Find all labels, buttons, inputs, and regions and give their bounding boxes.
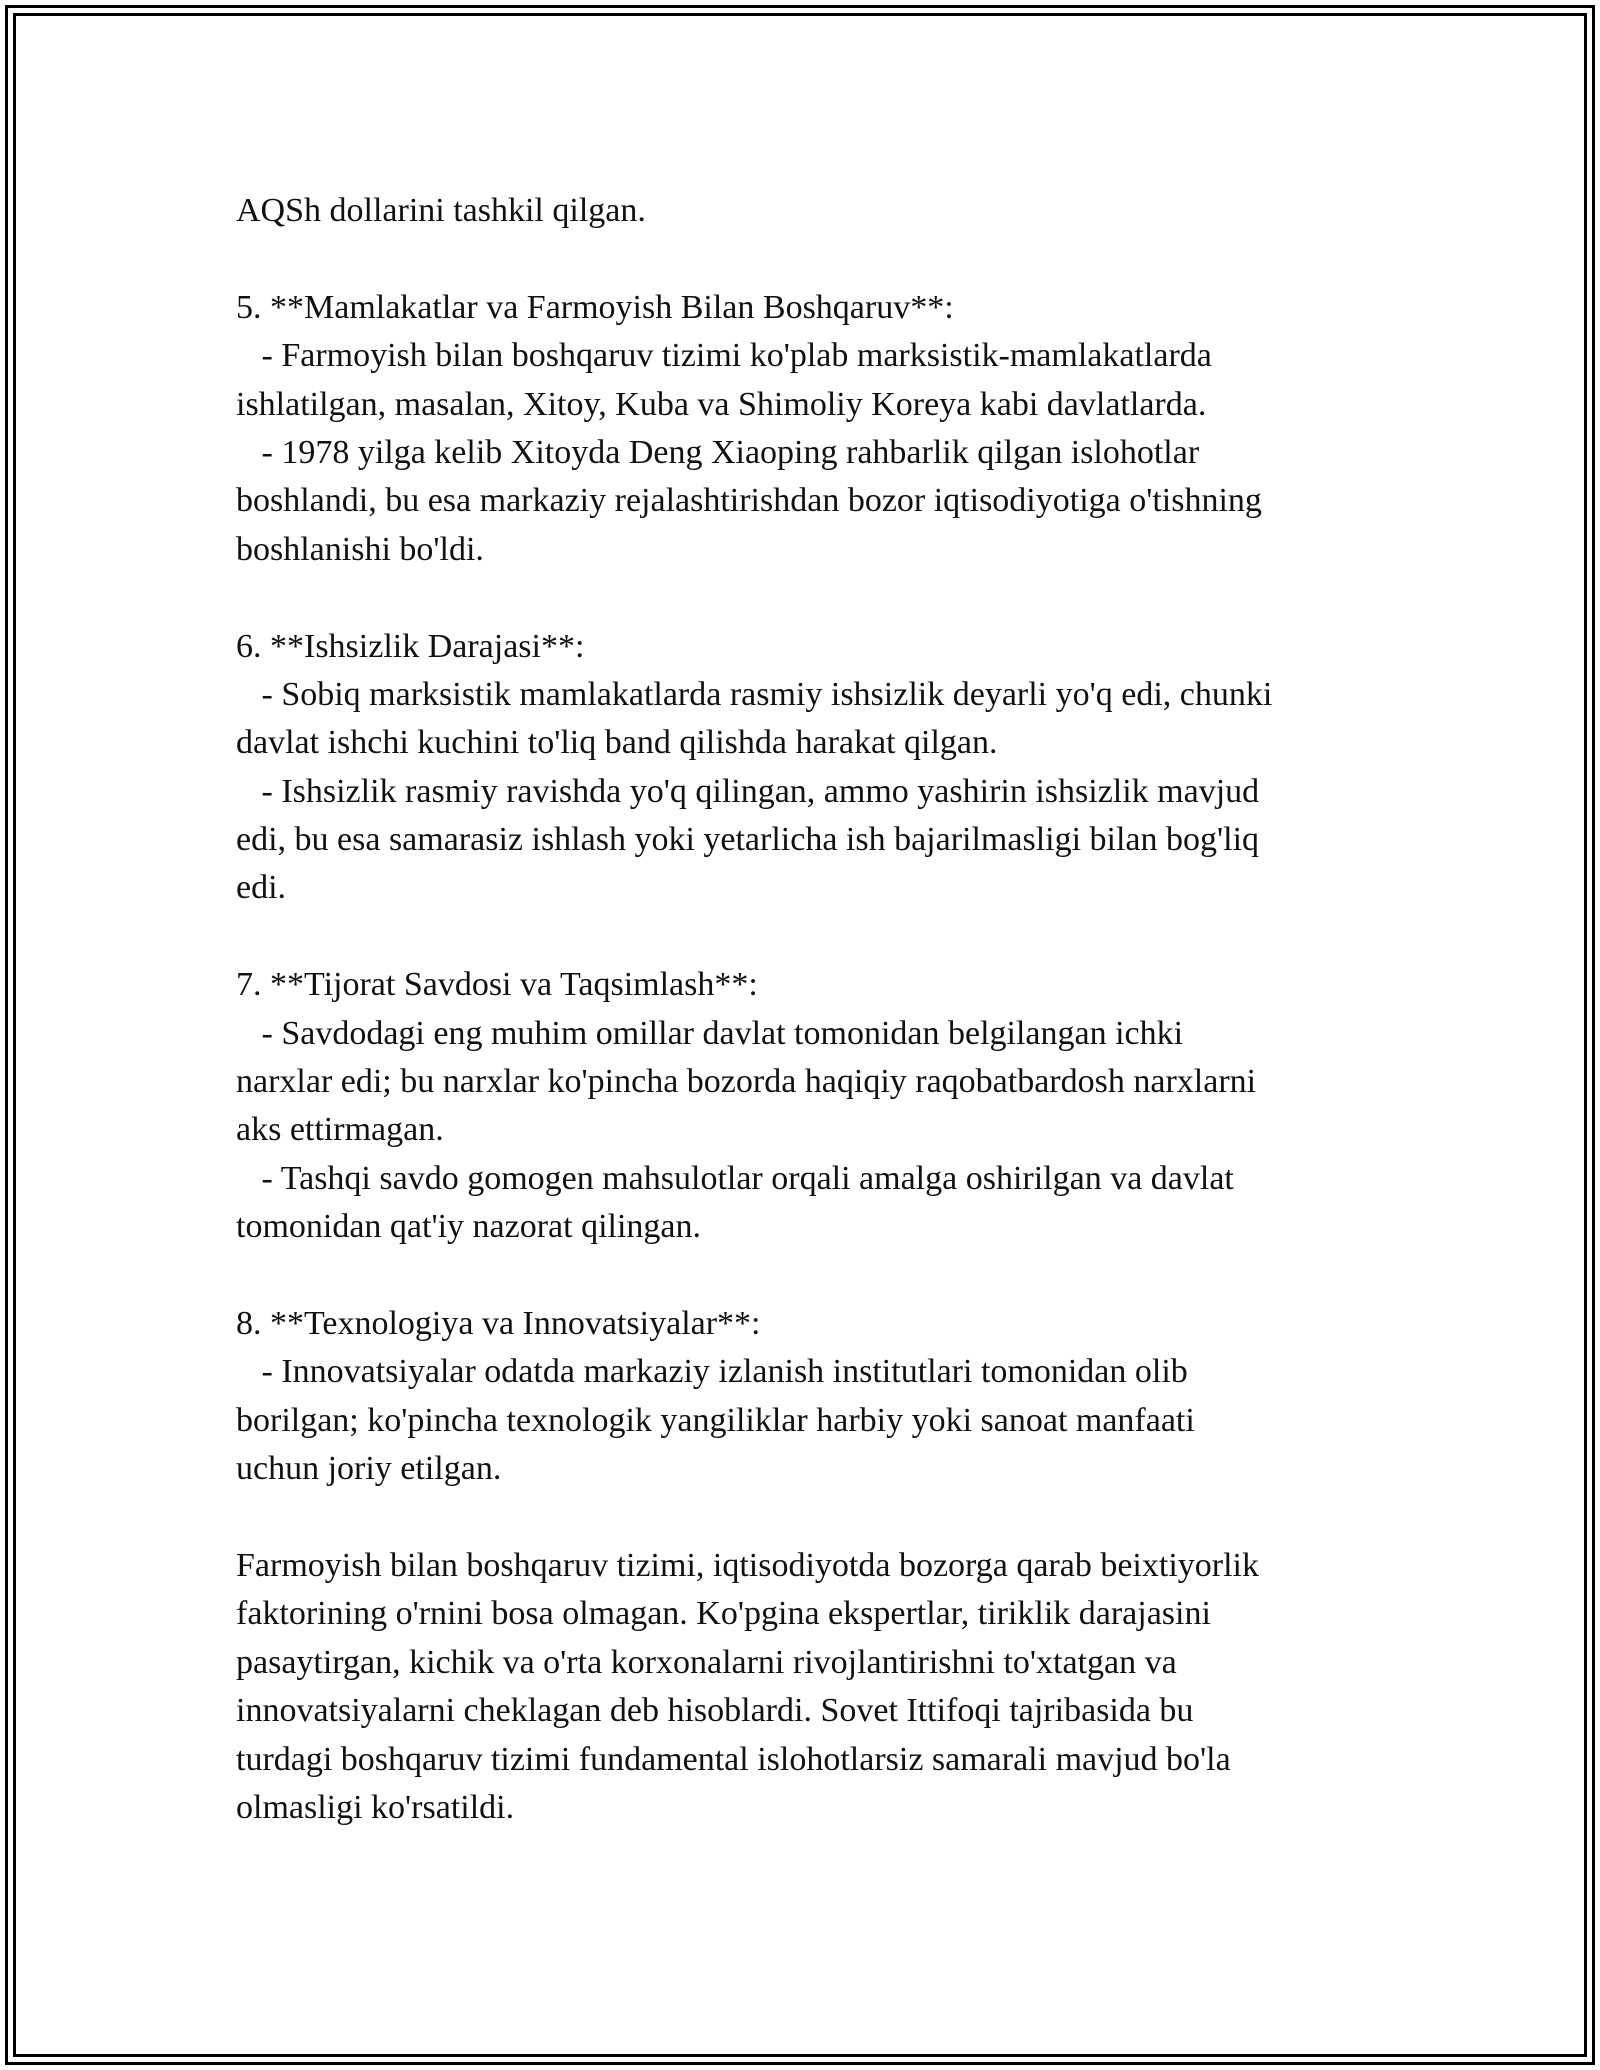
bullet-item [236,768,1366,913]
blank-line [236,574,1366,622]
section-heading: 8. **Texnologiya va Innovatsiyalar**: [236,1304,761,1342]
text-line: faktorining o'rnini bosa olmagan. Ko'pgina ekspertlar, tiriklik darajasini [236,1595,1211,1633]
text-line: uchun joriy etilgan. [236,1450,502,1488]
text-line: innovatsiyalarni cheklagan deb hisoblardi. Sovet Ittifoqi tajribasida bu [236,1692,1194,1730]
section-8 [236,1300,1366,1494]
bullet-item [236,429,1366,574]
text-line: olmasligi ko'rsatildi. [236,1788,515,1826]
bullet-item [236,1010,1366,1155]
section-5 [236,284,1366,574]
bullet-item [236,671,1366,768]
conclusion-paragraph [236,1542,1366,1832]
text-line: - 1978 yilga kelib Xitoyda Deng Xiaoping rahbarlik qilgan islohotlar [236,433,1200,471]
section-7 [236,961,1366,1251]
text-line: davlat ishchi kuchini to'liq band qilishda harakat qilgan. [236,724,998,762]
text-line: - Tashqi savdo gomogen mahsulotlar orqali amalga oshirilgan va davlat [236,1159,1234,1197]
section-heading: 6. **Ishsizlik Darajasi**: [236,627,585,665]
section-heading: 7. **Tijorat Savdosi va Taqsimlash**: [236,966,758,1004]
section-heading: 5. **Mamlakatlar va Farmoyish Bilan Boshqaruv**: [236,288,954,326]
document-body [236,187,1366,1832]
continuation-paragraph [236,187,1366,235]
text-line: tomonidan qat'iy nazorat qilingan. [236,1208,702,1246]
text-line: boshlanishi bo'ldi. [236,530,484,568]
text-line: - Savdodagi eng muhim omillar davlat tomonidan belgilangan ichki [236,1014,1184,1052]
blank-line [236,1252,1366,1300]
blank-line [236,235,1366,283]
section-6 [236,623,1366,913]
text-line: - Farmoyish bilan boshqaruv tizimi ko'plab marksistik-mamlakatlarda [236,337,1212,375]
text-line: edi. [236,869,287,907]
text-line: - Sobiq marksistik mamlakatlarda rasmiy ishsizlik deyarli yo'q edi, chunki [236,675,1273,713]
text-line: boshlandi, bu esa markaziy rejalashtirishdan bozor iqtisodiyotiga o'tishning [236,482,1262,520]
text-line: narxlar edi; bu narxlar ko'pincha bozorda haqiqiy raqobatbardosh narxlarni [236,1063,1257,1101]
text-line: borilgan; ko'pincha texnologik yangiliklar harbiy yoki sanoat manfaati [236,1401,1195,1439]
blank-line [236,1494,1366,1542]
text-line: Farmoyish bilan boshqaruv tizimi, iqtisodiyotda bozorga qarab beixtiyorlik [236,1546,1259,1584]
text-line: edi, bu esa samarasiz ishlash yoki yetarlicha ish bajarilmasligi bilan bog'liq [236,821,1260,859]
text-line: pasaytirgan, kichik va o'rta korxonalarni rivojlantirishni to'xtatgan va [236,1643,1177,1681]
text-line: turdagi boshqaruv tizimi fundamental islohotlarsiz samarali mavjud bo'la [236,1740,1231,1778]
blank-line [236,913,1366,961]
text-line: aks ettirmagan. [236,1111,444,1149]
text-line: - Ishsizlik rasmiy ravishda yo'q qilingan, ammo yashirin ishsizlik mavjud [236,772,1260,810]
text-line: - Innovatsiyalar odatda markaziy izlanish institutlari tomonidan olib [236,1353,1188,1391]
text-line: AQSh dollarini tashkil qilgan. [236,192,646,229]
bullet-item [236,1155,1366,1252]
bullet-item [236,332,1366,429]
text-line: ishlatilgan, masalan, Xitoy, Kuba va Shimoliy Koreya kabi davlatlarda. [236,385,1207,423]
bullet-item [236,1348,1366,1493]
